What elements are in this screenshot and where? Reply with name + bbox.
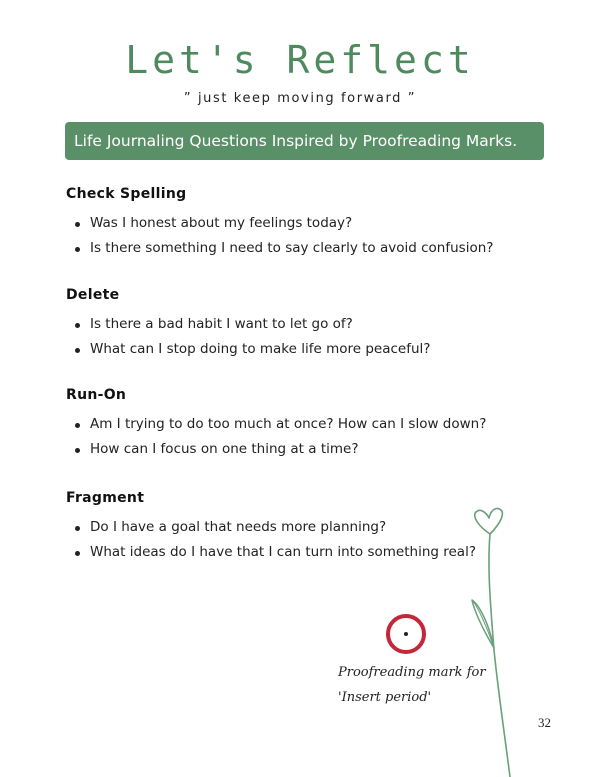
period-dot-icon — [404, 632, 408, 636]
list-item: What ideas do I have that I can turn into something real? — [66, 540, 546, 565]
section-delete — [66, 287, 546, 362]
list-item: Was I honest about my feelings today? — [66, 211, 546, 236]
section-heading: Check Spelling — [66, 186, 187, 202]
list-item: Is there a bad habit I want to let go of? — [66, 312, 546, 337]
section-banner: Life Journaling Questions Inspired by Proofreading Marks. — [65, 122, 544, 160]
list-item: Am I trying to do too much at once? How can I slow down? — [66, 412, 546, 437]
caption-line: 'Insert period' — [338, 690, 432, 705]
section-heading: Delete — [66, 287, 120, 303]
section-run-on — [66, 387, 546, 462]
page-number: 32 — [538, 715, 551, 730]
list-item: How can I focus on one thing at a time? — [66, 437, 546, 462]
section-check-spelling — [66, 186, 546, 261]
page-subtitle: ” just keep moving forward ” — [183, 91, 417, 106]
page-title: Let's Reflect — [125, 38, 475, 82]
question-list — [66, 412, 546, 462]
section-heading: Run-On — [66, 387, 127, 403]
section-heading: Fragment — [66, 490, 145, 506]
mark-caption — [338, 660, 488, 710]
insert-period-mark-icon — [386, 614, 426, 654]
list-item: Is there something I need to say clearly to avoid confusion? — [66, 236, 546, 261]
caption-line: Proofreading mark for — [338, 665, 486, 680]
flower-stem-icon — [460, 500, 520, 777]
list-item: What can I stop doing to make life more peaceful? — [66, 337, 546, 362]
list-item: Do I have a goal that needs more planning? — [66, 515, 546, 540]
question-list — [66, 211, 546, 261]
question-list — [66, 312, 546, 362]
